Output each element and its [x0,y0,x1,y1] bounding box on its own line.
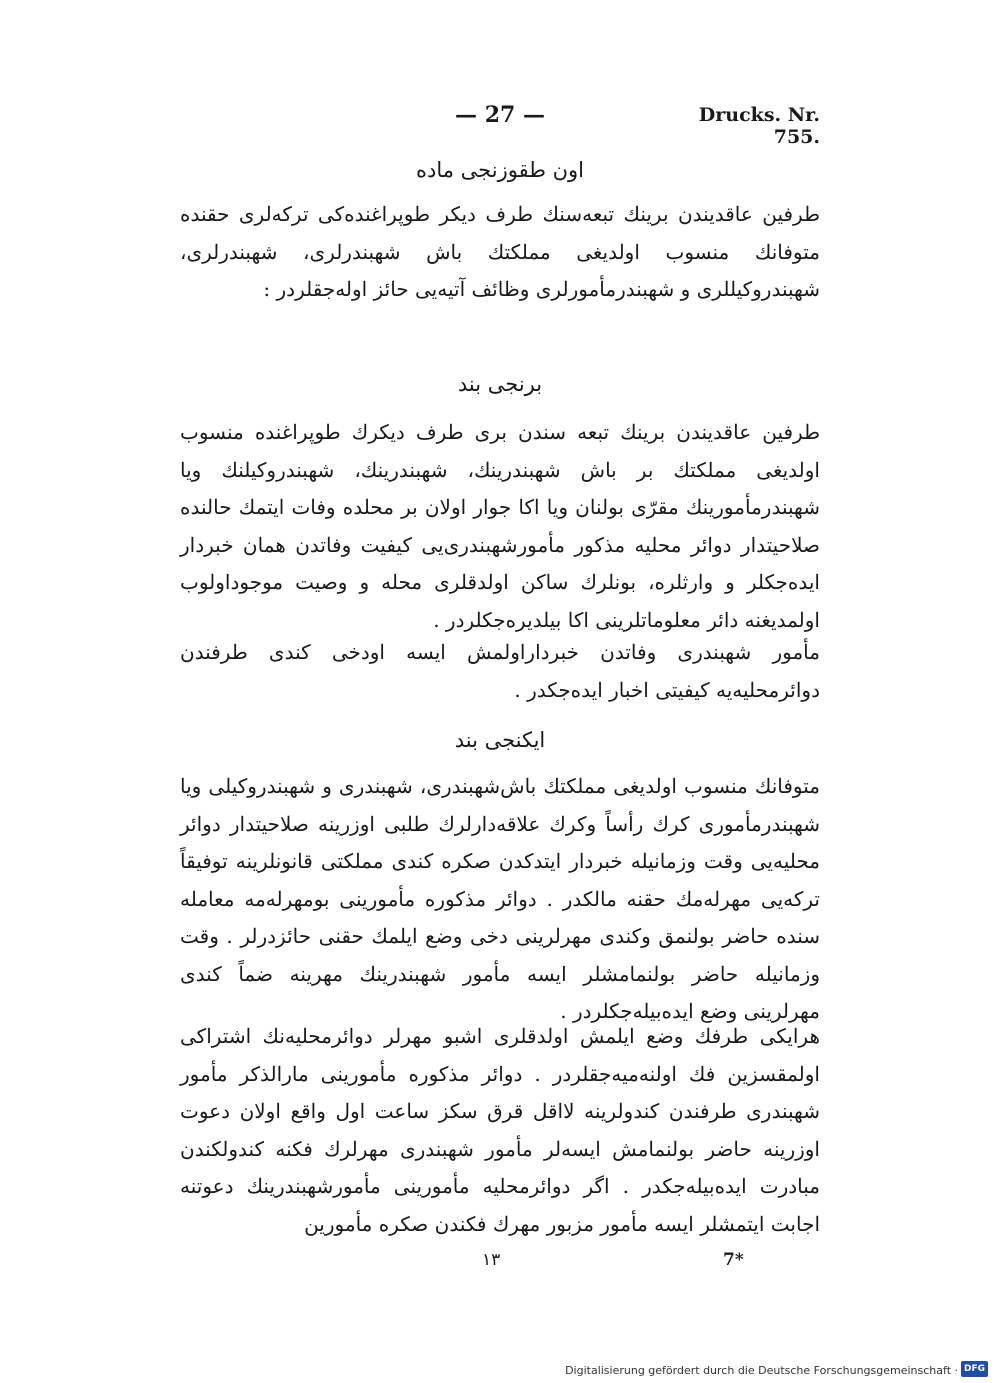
section1-paragraph1: طرفین عاقدیندن برینك تبعه سندن بری طرف دیكرك طوپراغنده منسوب اولدیغی مملكتك بر باش شهبندرینك، شهبندرینك، شهبندروكیلنك ویا شهبندرمأمورینك مقرّی بولنان ویا اكا جوار اولان بر محلده وفات ایتمك حالنده صلاحیتدار دوائر محلیه مذكور مأمورشهبندری‌یی كیفیت وفاتدن همان خبردار ایده‌جكلر و وارثلره، بونلرك ساكن اولدقلری محله و وصیت موجوداولوب اولمدیغنه دائر معلوماتلرینی اكا بیلدیره‌جكلردر . [180,420,820,632]
intro-paragraph: طرفین عاقدیندن برینك تبعه‌سنك طرف دیكر طوپراغنده‌كی تركه‌لری حقنده متوفانك منسوب اولدیغی مملكتك باش شهبندرلری، شهبندرلری، شهبندروكیللری و شهبندرمأمورلری وظائف آتیه‌یی حائز اوله‌جقلردر : [180,202,820,301]
section2-paragraph1: متوفانك منسوب اولدیغی مملكتك باش‌شهبندری، شهبندری و شهبندروكیلی ویا شهبندرمأموری كرك رأساً وكرك علاقه‌دارلرك طلبی اوزرینه صلاحیتدار دوائر محلیه‌یی وقت وزمانیله خبردار ایتدكدن صكره كندی مملكتی قانونلرینه توفیقاً تركه‌یی مهرله‌مك حقنه مالكدر . دوائر مذكوره مأمورینی بومهرله‌مه معامله سنده حاضر بولنمق وكندی مهرلرینی دخی وضع ایلمك حقنی حائزدرلر . وقت وزمانیله حاضر بولنمامشلر ایسه مأمور شهبندرینك مهرینه ضماً كندی مهرلرینی وضع ایده‌بیله‌جكلردر . [180,774,821,1023]
dfg-logo-icon: DFG [961,1361,988,1377]
page-number: — 27 — [455,102,545,128]
section1-paragraph2: مأمور شهبندری وفاتدن خبرداراولمش ایسه اودخی كندی طرفندن دوائرمحلیه‌یه كیفیتی اخبار ایده‌جكدر . [180,640,820,702]
print-reference: Drucks. Nr. 755. [698,104,820,148]
arabic-page-number: ۱۳ [482,1250,501,1270]
section2-paragraph2: هرایكی طرفك وضع ایلمش اولدقلری اشبو مهرلر دوائرمحلیه‌نك اشتراكی اولمقسزین فك اولنه‌میه‌جقلردر . دوائر مذكوره مأمورینی مارالذكر مأمور شهبندری طرفندن كندولرینه لااقل قرق سكز ساعت اول واقع اولان دعوت اوزرینه حاضر بولنمامش ایسه‌لر مأمور شهبندری مهرلرك فكنه كندولكندن مبادرت ایده‌بیله‌جكدر . اگر دوائرمحلیه مأمورینی مأمورشهبندرینك دعوتنه اجابت ایتمشلر ایسه مأمور مزبور مهرك فكندن صكره مأمورین [180,1024,820,1236]
article-title: اون طقوزنجی ماده [416,158,584,182]
digitization-credit: Digitalisierung gefördert durch die Deutsche Forschungsgemeinschaft · [565,1364,958,1377]
section1-title: برنجی بند [457,372,543,396]
signature-mark: 7* [723,1250,744,1270]
section2-title: ایكنجی بند [454,728,546,752]
